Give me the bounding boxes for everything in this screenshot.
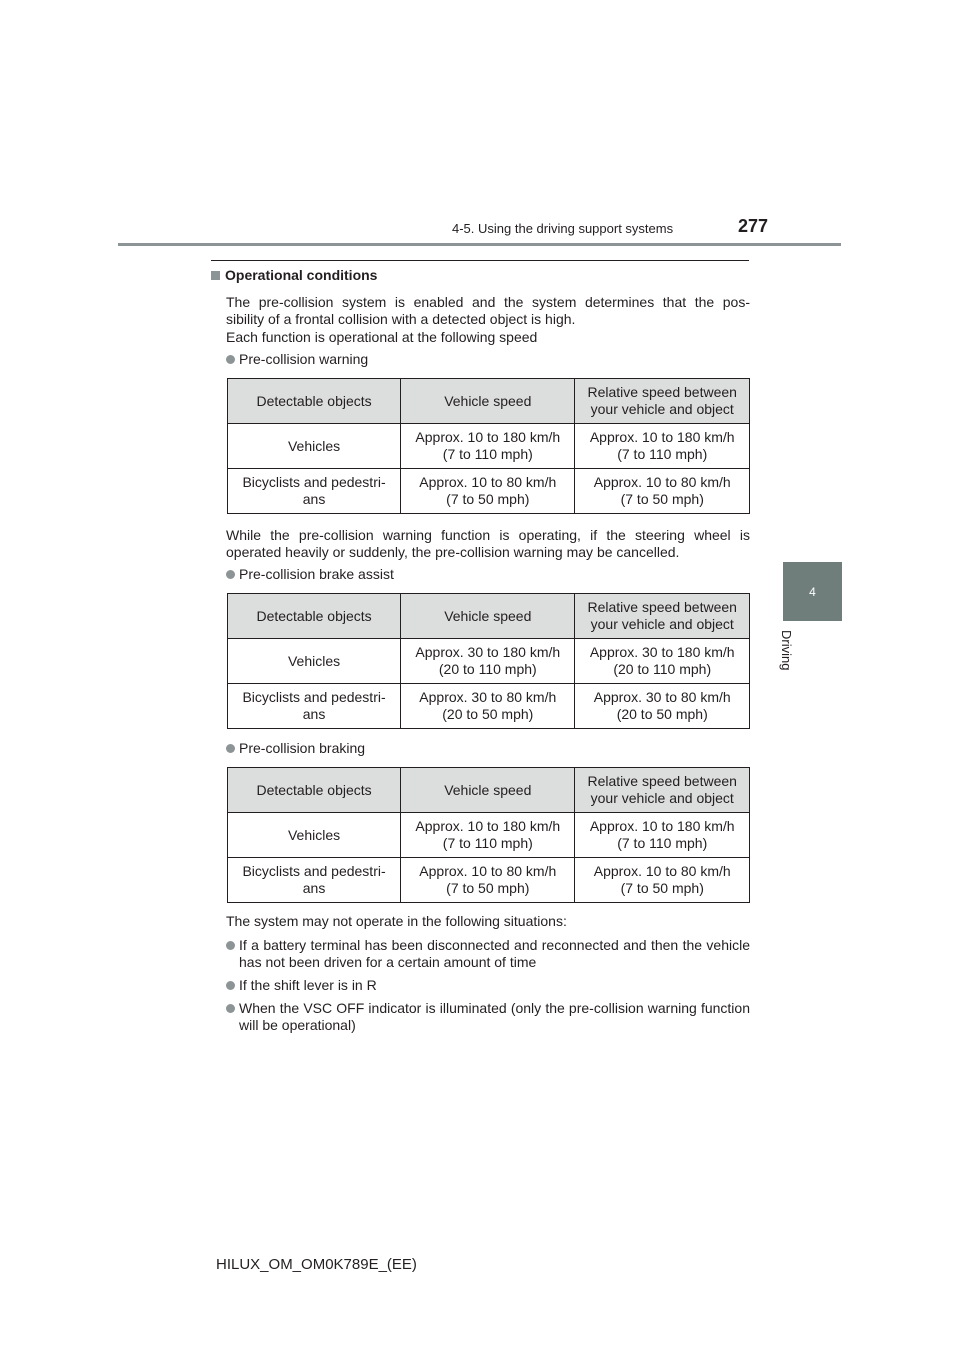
header-detectable-objects: Detectable objects — [228, 594, 401, 639]
table-title-braking: Pre-collision braking — [226, 740, 750, 757]
header-detectable-objects: Detectable objects — [228, 768, 401, 813]
situation-item: When the VSC OFF indicator is illuminated (only the pre-collision warning function will be operational) — [226, 1000, 750, 1034]
chapter-label-text: Driving — [779, 630, 794, 671]
square-bullet-icon — [211, 271, 220, 280]
section-heading — [211, 267, 377, 283]
page-number: 277 — [738, 216, 769, 236]
header-relative-speed: Relative speed between your vehicle and object — [575, 768, 750, 813]
chapter-tab — [783, 562, 842, 621]
table-row — [228, 469, 750, 514]
brake-assist-speed-table — [227, 593, 750, 729]
cell-vehicle-speed: Approx. 10 to 180 km/h (7 to 110 mph) — [401, 424, 575, 469]
cell-vehicle-speed: Approx. 10 to 80 km/h (7 to 50 mph) — [401, 469, 575, 514]
table-header-row — [228, 379, 750, 424]
cell-object: Vehicles — [228, 639, 401, 684]
cell-object: Vehicles — [228, 424, 401, 469]
intro-paragraph — [226, 294, 750, 328]
circle-bullet-icon — [226, 355, 235, 364]
table-title-warning: Pre-collision warning — [226, 351, 750, 368]
cell-object: Bicyclists and pedestri- ans — [228, 684, 401, 729]
table-row — [228, 813, 750, 858]
header-relative-speed: Relative speed between your vehicle and object — [575, 379, 750, 424]
circle-bullet-icon — [226, 941, 235, 950]
table-header-row — [228, 594, 750, 639]
chapter-number: 4 — [809, 584, 816, 599]
table-header-row — [228, 768, 750, 813]
circle-bullet-icon — [226, 570, 235, 579]
cell-object: Bicyclists and pedestri- ans — [228, 469, 401, 514]
intro-line-1: The pre-collision system is enabled and the system determines that the pos- — [226, 294, 750, 310]
header-divider — [118, 243, 841, 246]
intro-line-2: sibility of a frontal collision with a detected object is high. — [226, 311, 576, 327]
table-row — [228, 684, 750, 729]
braking-speed-table — [227, 767, 750, 903]
warning-cancel-note: While the pre-collision warning function is operating, if the steering wheel is operated heavily or suddenly, the pre-collision warning may be cancelled. — [226, 527, 750, 560]
table-row — [228, 858, 750, 903]
table-title-brake-assist: Pre-collision brake assist — [226, 566, 750, 583]
circle-bullet-icon — [226, 744, 235, 753]
circle-bullet-icon — [226, 981, 235, 990]
speed-note: Each function is operational at the following speed — [226, 329, 538, 345]
cell-vehicle-speed: Approx. 30 to 80 km/h (20 to 50 mph) — [401, 684, 575, 729]
cell-relative-speed: Approx. 30 to 180 km/h (20 to 110 mph) — [575, 639, 750, 684]
header-detectable-objects: Detectable objects — [228, 379, 401, 424]
section-header-title: 4-5. Using the driving support systems — [452, 221, 674, 236]
document-code: HILUX_OM_OM0K789E_(EE) — [216, 1256, 417, 1273]
cell-object: Vehicles — [228, 813, 401, 858]
table-row — [228, 424, 750, 469]
header-vehicle-speed: Vehicle speed — [401, 594, 575, 639]
chapter-label — [780, 630, 820, 690]
cell-relative-speed: Approx. 10 to 80 km/h (7 to 50 mph) — [575, 858, 750, 903]
cell-relative-speed: Approx. 10 to 180 km/h (7 to 110 mph) — [575, 424, 750, 469]
cell-vehicle-speed: Approx. 10 to 180 km/h (7 to 110 mph) — [401, 813, 575, 858]
cell-vehicle-speed: Approx. 30 to 180 km/h (20 to 110 mph) — [401, 639, 575, 684]
section-divider — [211, 260, 749, 261]
warning-speed-table — [227, 378, 750, 514]
situation-item: If a battery terminal has been disconnected and reconnected and then the vehicle has not been driven for a certain amount of time — [226, 937, 750, 971]
header-relative-speed: Relative speed between your vehicle and object — [575, 594, 750, 639]
header-vehicle-speed: Vehicle speed — [401, 379, 575, 424]
cell-object: Bicyclists and pedestri- ans — [228, 858, 401, 903]
situations-intro: The system may not operate in the following situations: — [226, 913, 567, 929]
cell-relative-speed: Approx. 10 to 80 km/h (7 to 50 mph) — [575, 469, 750, 514]
cell-vehicle-speed: Approx. 10 to 80 km/h (7 to 50 mph) — [401, 858, 575, 903]
header-vehicle-speed: Vehicle speed — [401, 768, 575, 813]
table-row — [228, 639, 750, 684]
situation-item: If the shift lever is in R — [226, 977, 750, 994]
cell-relative-speed: Approx. 30 to 80 km/h (20 to 50 mph) — [575, 684, 750, 729]
circle-bullet-icon — [226, 1004, 235, 1013]
section-heading-text: Operational conditions — [225, 267, 378, 283]
cell-relative-speed: Approx. 10 to 180 km/h (7 to 110 mph) — [575, 813, 750, 858]
